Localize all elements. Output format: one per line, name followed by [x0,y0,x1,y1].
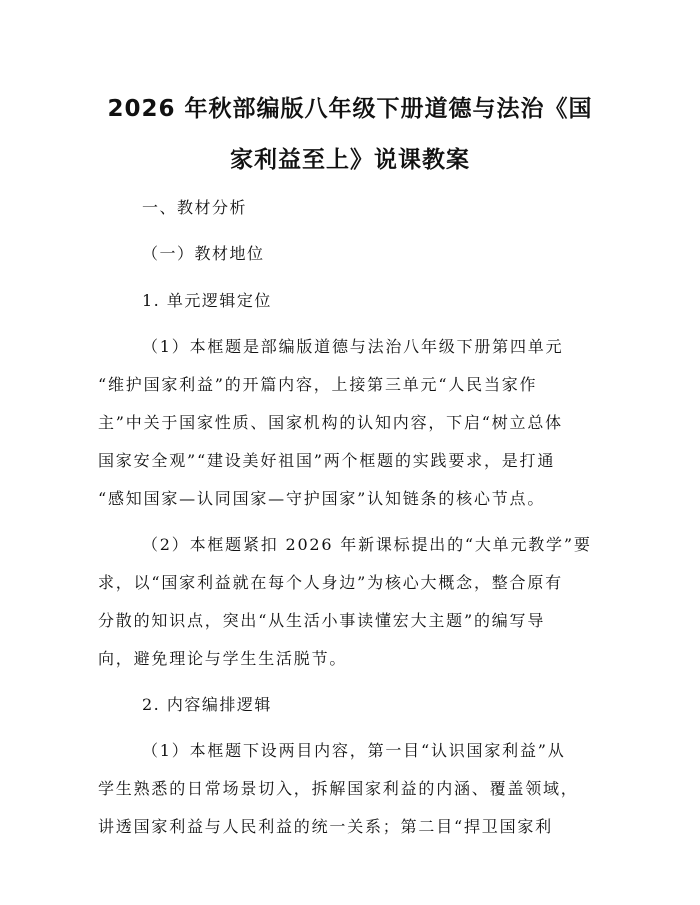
paragraph-line: “维护国家利益”的开篇内容，上接第三单元“人民当家作 [98,375,538,394]
item-heading-content-arrangement: 2. 内容编排逻辑 [142,695,272,714]
paragraph-line: 国家安全观”“建设美好祖国”两个框题的实践要求，是打通 [98,451,556,470]
paragraph-line: 讲透国家利益与人民利益的统一关系；第二目“捍卫国家利 [98,817,553,836]
document-title-line-2: 家利益至上》说课教案 [230,147,470,173]
paragraph-line: 求，以“国家利益就在每个人身边”为核心大概念，整合原有 [98,573,563,592]
section-heading-textbook-analysis: 一、教材分析 [142,198,248,217]
paragraph-line: （1）本框题下设两目内容，第一目“认识国家利益”从 [142,741,566,760]
subsection-heading-textbook-status: （一）教材地位 [142,244,265,263]
paragraph-line: 向，避免理论与学生生活脱节。 [98,649,348,668]
item-heading-unit-logic: 1. 单元逻辑定位 [142,291,272,310]
paragraph-line: 分散的知识点，突出“从生活小事读懂宏大主题”的编写导 [98,611,546,630]
document-title-line-1: 2026 年秋部编版八年级下册道德与法治《国 [107,96,593,122]
paragraph-line: 学生熟悉的日常场景切入，拆解国家利益的内涵、覆盖领域， [98,779,579,798]
paragraph-line: （1）本框题是部编版道德与法治八年级下册第四单元 [142,337,564,356]
paragraph-line: “感知国家—认同国家—守护国家”认知链条的核心节点。 [98,489,546,508]
paragraph-line: （2）本框题紧扣 2026 年新课标提出的“大单元教学”要 [142,535,592,554]
paragraph-line: 主”中关于国家性质、国家机构的认知内容，下启“树立总体 [98,413,563,432]
